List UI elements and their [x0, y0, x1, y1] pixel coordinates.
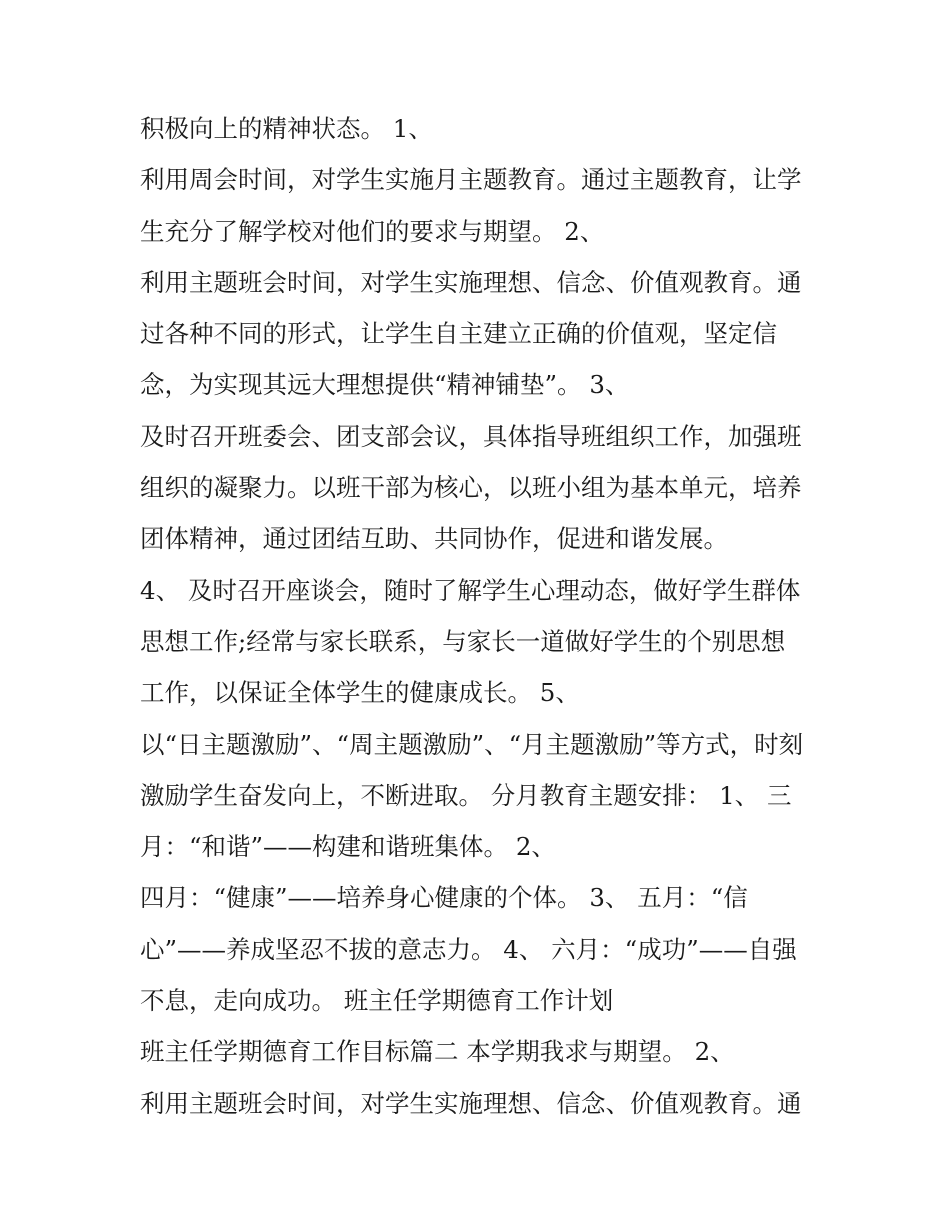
- text-line: 思想工作;经常与家长联系，与家长一道做好学生的个别思想: [140, 626, 786, 656]
- text-line: 过各种不同的形式，让学生自主建立正确的价值观，坚定信: [140, 319, 777, 349]
- text-line: 月：“和谐”——构建和谐班集体。 2、: [140, 832, 556, 862]
- text-line: 激励学生奋发向上，不断进取。 分月教育主题安排： 1、 三: [140, 780, 792, 810]
- text-line: 利用主题班会时间，对学生实施理想、信念、价值观教育。通: [140, 1088, 802, 1118]
- text-line: 班主任学期德育工作目标篇二 本学期我求与期望。 2、: [140, 1037, 735, 1067]
- text-line: 4、 及时召开座谈会，随时了解学生心理动态，做好学生群体: [140, 575, 801, 605]
- text-line: 不息，走向成功。 班主任学期德育工作计划: [140, 986, 614, 1016]
- text-line: 四月：“健康”——培养身心健康的个体。 3、 五月：“信: [140, 883, 748, 913]
- text-line: 利用周会时间，对学生实施月主题教育。通过主题教育，让学: [140, 165, 802, 195]
- text-line: 组织的凝聚力。以班干部为核心，以班小组为基本单元，培养: [140, 473, 802, 503]
- text-line: 念，为实现其远大理想提供“精神铺垫”。 3、: [140, 370, 630, 400]
- text-line: 积极向上的精神状态。 1、: [140, 114, 433, 143]
- text-line: 心”——养成坚忍不拔的意志力。 4、 六月：“成功”——自强: [140, 934, 797, 964]
- text-line: 利用主题班会时间，对学生实施理想、信念、价值观教育。通: [140, 267, 802, 297]
- document-body: [140, 107, 820, 1133]
- text-line: 以“日主题激励”、“周主题激励”、“月主题激励”等方式，时刻: [140, 729, 804, 759]
- text-line: 生充分了解学校对他们的要求与期望。 2、: [140, 216, 605, 246]
- text-line: 及时召开班委会、团支部会议，具体指导班组织工作，加强班: [140, 421, 802, 451]
- text-line: 工作，以保证全体学生的健康成长。 5、: [140, 678, 580, 708]
- text-line: 团体精神，通过团结互助、共同协作，促进和谐发展。: [140, 524, 728, 554]
